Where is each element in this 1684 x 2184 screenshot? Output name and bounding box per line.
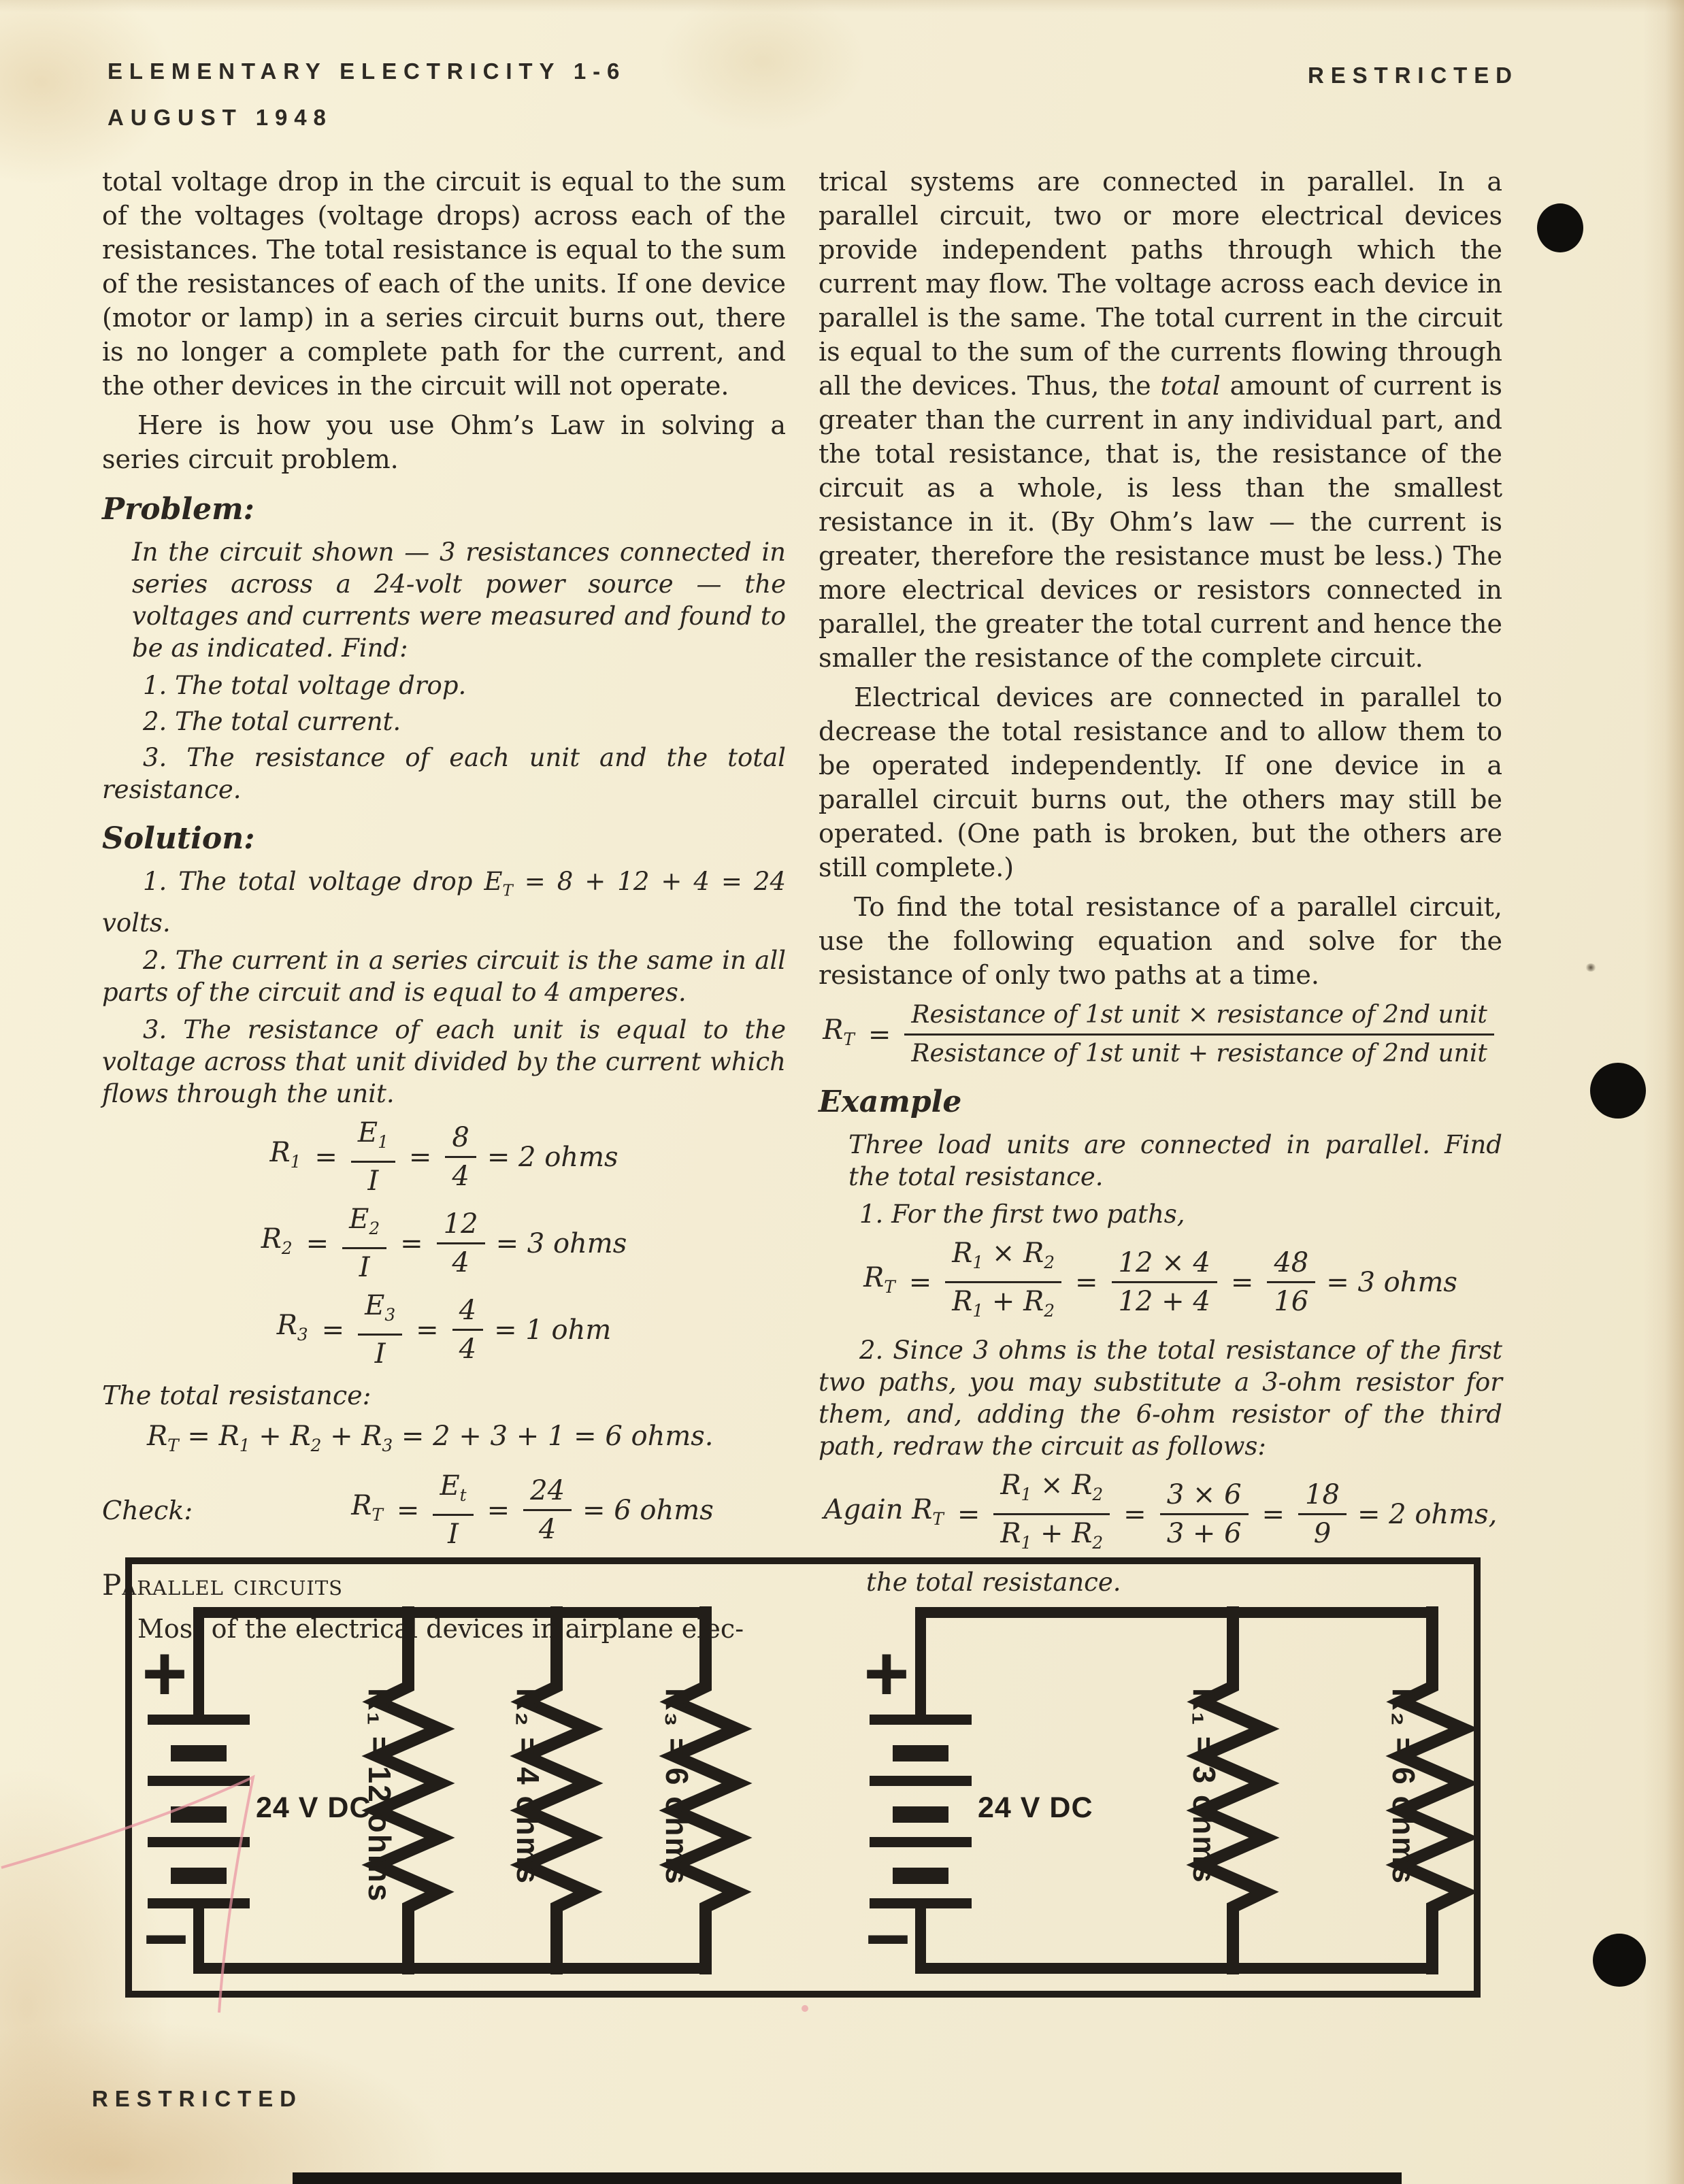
fraction-denominator: I: [448, 1519, 459, 1551]
fraction-numerator: $R_1 \times R_2$: [945, 1238, 1061, 1283]
fraction: [445, 1123, 476, 1191]
equals-sign: =: [957, 1498, 980, 1530]
fraction-denominator: 4: [452, 1161, 469, 1193]
right-text-column: [819, 165, 1502, 1604]
equals-sign: =: [1261, 1498, 1285, 1530]
equation-lhs: $R_T$: [823, 1014, 855, 1049]
equals-sign: =: [396, 1494, 420, 1526]
fraction-numerator: 18: [1298, 1480, 1347, 1515]
equation-first-two-paths: [819, 1238, 1502, 1326]
equation-r2: [102, 1204, 786, 1283]
fraction-numerator: $E_1$: [351, 1118, 395, 1163]
equals-sign: =: [400, 1227, 423, 1259]
problem-item: 1. The total voltage drop.: [143, 671, 467, 700]
equation-result: = 2 ohms,: [1357, 1498, 1498, 1530]
fraction-numerator: 12 × 4: [1112, 1248, 1217, 1283]
document-title: ELEMENTARY ELECTRICITY 1-6: [108, 59, 627, 84]
equation-lhs: $R_2$: [261, 1223, 293, 1258]
equals-sign: =: [868, 1019, 891, 1050]
equation-r1: [102, 1118, 786, 1196]
circuit1-battery: [148, 1715, 250, 1908]
equals-sign: =: [486, 1494, 510, 1526]
solution-step: 1. The total voltage drop $E_T = 8 + 12 + 4 = 24$ volts.: [102, 867, 786, 938]
fraction: [993, 1470, 1110, 1558]
fraction-denominator: 4: [452, 1247, 469, 1279]
problem-item: 2. The total current.: [143, 707, 401, 736]
circuit2-r2-label: R₂ = 6 ohms: [1386, 1688, 1421, 1885]
equals-sign: =: [1075, 1266, 1098, 1298]
fraction-numerator: 4: [452, 1295, 483, 1331]
circuit1-r1-label: R₁ = 12 ohms: [362, 1688, 397, 1903]
fraction: [1112, 1248, 1217, 1317]
circuit2-plus-sign: +: [863, 1630, 910, 1717]
equation-redrawn-circuit: [819, 1470, 1502, 1558]
equation-lhs: Again $R_T$: [823, 1493, 944, 1529]
problem-intro: In the circuit shown — 3 resistances connected in series across a 24-volt power source — the voltages and currents were measured and found to be as indicated. Find:: [132, 537, 786, 663]
fraction-denominator: I: [359, 1252, 370, 1284]
circuit2-battery: [870, 1715, 972, 1908]
equals-sign: =: [306, 1227, 329, 1259]
punch-hole: [1537, 203, 1583, 252]
circuit1-plus-sign: +: [142, 1630, 188, 1717]
fraction-denominator: 16: [1274, 1286, 1309, 1317]
equation-result: = 6 ohms: [582, 1494, 714, 1526]
fraction-numerator: $E_t$: [433, 1471, 473, 1516]
fraction-denominator: $R_1 + R_2$: [1000, 1518, 1104, 1553]
fraction-numerator: $E_3$: [358, 1291, 402, 1336]
fraction: [904, 1000, 1493, 1069]
document-date: AUGUST 1948: [108, 105, 333, 130]
equals-sign: =: [314, 1141, 337, 1173]
paragraph: Here is how you use Ohm’s Law in solving a series circuit problem.: [102, 410, 786, 474]
example-intro: Three load units are connected in parallel. Find the total resistance.: [848, 1130, 1502, 1191]
fraction-denominator: $R_1 + R_2$: [952, 1286, 1055, 1321]
paragraph: Electrical devices are connected in parallel to decrease the total resistance and to allow them to be operated independently. If one device in a parallel circuit burns out, the others may still be operated. (One path is broken, but the others are still complete.): [819, 682, 1502, 882]
fraction: [452, 1295, 483, 1364]
equals-sign: =: [408, 1141, 432, 1173]
fraction-denominator: I: [374, 1338, 386, 1370]
circuit-diagram-figure: [125, 1557, 1481, 1998]
fraction-numerator: Resistance of 1st unit × resistance of 2nd unit: [904, 1000, 1493, 1036]
header-left: [108, 59, 626, 131]
fraction: [523, 1476, 572, 1544]
fraction: [433, 1471, 473, 1549]
fraction: [358, 1291, 402, 1369]
fraction-numerator: 48: [1267, 1248, 1315, 1283]
fraction-numerator: 12: [437, 1209, 485, 1244]
punch-hole: [1590, 1063, 1646, 1119]
equation-parallel-rule: [819, 1000, 1502, 1069]
solution-step: 2. The current in a series circuit is the same in all parts of the circuit and is equal to 4 amperes.: [102, 946, 786, 1008]
circuit1-r3-label: R₃ = 6 ohms: [659, 1688, 695, 1885]
example-heading: Example: [819, 1085, 962, 1119]
fraction: [945, 1238, 1061, 1326]
example-step: 2. Since 3 ohms is the total resistance of the first two paths, you may substitute a 3-ohm resistor for them, and, adding the 6-ohm resistor of the third path, redraw the circuit as follows:: [819, 1336, 1502, 1461]
fraction-denominator: 4: [459, 1334, 477, 1366]
equals-sign: =: [908, 1266, 932, 1298]
parallel-circuits-diagram: [132, 1564, 1474, 1991]
example-step: 1. For the first two paths,: [859, 1199, 1185, 1229]
fraction-numerator: 3 × 6: [1160, 1480, 1249, 1515]
fraction-denominator: 9: [1313, 1518, 1332, 1549]
equation-result: = 3 ohms: [1326, 1266, 1457, 1298]
fraction-numerator: $R_1 \times R_2$: [993, 1470, 1110, 1515]
fraction-denominator: 4: [538, 1514, 557, 1546]
equation-result: = 2 ohms: [486, 1141, 618, 1173]
fraction: [1160, 1480, 1249, 1549]
equation-result: = 1 ohm: [494, 1314, 612, 1346]
equals-sign: =: [416, 1314, 439, 1346]
equation-lhs: $R_1$: [269, 1136, 301, 1172]
left-text-column: [102, 165, 786, 1651]
equals-sign: =: [321, 1314, 345, 1346]
equation-lhs: $R_T$: [863, 1261, 895, 1297]
equation-r3: [102, 1291, 786, 1369]
equals-sign: =: [1123, 1498, 1146, 1530]
circuit2-minus-sign: −: [865, 1896, 911, 1983]
fraction: [1267, 1248, 1315, 1317]
check-row: [102, 1471, 786, 1549]
total-resistance-label: The total resistance:: [102, 1380, 372, 1411]
paragraph: total voltage drop in the circuit is equal to the sum of the voltages (voltage drops) across each of the resistances. The total resistance is equal to the sum of the resistances of each of the units. If one device (motor or lamp) in a series circuit burns out, there is no longer a complete path for the current, and the other devices in the circuit will not operate.: [102, 167, 786, 401]
circuit1-battery-label: 24 V DC: [256, 1791, 372, 1824]
problem-item: 3. The resistance of each unit and the total resistance.: [102, 743, 786, 804]
circuit2-r1-label: R₁ = 3 ohms: [1187, 1688, 1222, 1884]
fraction-numerator: $E_2$: [342, 1204, 386, 1249]
fraction-denominator: Resistance of 1st unit + resistance of 2nd unit: [911, 1040, 1487, 1068]
fraction: [342, 1204, 386, 1283]
scan-edge-bar: [293, 2172, 1402, 2184]
fraction-denominator: 12 + 4: [1118, 1286, 1210, 1317]
equation-total: $R_T = R_1 + R_2 + R_3 = 2 + 3 + 1 = 6$ ohms.: [147, 1421, 714, 1456]
paragraph: Most of the electrical devices in airplane elec-: [137, 1614, 744, 1644]
solution-heading: Solution:: [102, 821, 255, 856]
classification-stamp-bottom: RESTRICTED: [92, 2086, 303, 2111]
paragraph: trical systems are connected in parallel. In a parallel circuit, two or more electrical devices provide independent paths through which the current may flow. The voltage across each device in parallel is the same. The total current in the circuit is equal to the sum of the currents flowing through all the devices. Thus, the total amount of current is greater than the current in any individual part, and the total resistance, that is, the resistance of the circuit as a whole, is less than the smallest resistance in it. (By Ohm’s law — the current is greater, therefore the resistance must be less.) The more electrical devices or resistors connected in parallel, the greater the total current and hence the smaller the resistance of the complete circuit.: [819, 167, 1503, 673]
fraction: [1298, 1480, 1347, 1549]
problem-heading: Problem:: [102, 492, 254, 527]
paper-speck: [1585, 963, 1596, 972]
circuit1-minus-sign: −: [143, 1896, 189, 1983]
equation-lhs: $R_T$: [351, 1489, 383, 1525]
fraction: [437, 1209, 485, 1278]
paragraph: To find the total resistance of a parallel circuit, use the following equation and solve for the resistance of only two paths at a time.: [819, 892, 1502, 990]
example-outro: the total resistance.: [866, 1568, 1121, 1597]
fraction-denominator: 3 + 6: [1166, 1518, 1242, 1549]
equation-lhs: $R_3$: [276, 1309, 308, 1344]
fraction: [351, 1118, 395, 1196]
equation-check: [351, 1471, 713, 1549]
check-label: Check:: [102, 1495, 193, 1525]
circuit2-battery-label: 24 V DC: [978, 1791, 1093, 1824]
equation-result: = 3 ohms: [495, 1227, 627, 1259]
classification-stamp-top: RESTRICTED: [1308, 63, 1519, 88]
parallel-circuits-heading: Parallel circuits: [102, 1568, 344, 1602]
equals-sign: =: [1230, 1266, 1254, 1298]
fraction-numerator: 24: [523, 1476, 572, 1511]
fraction-numerator: 8: [445, 1123, 476, 1158]
fraction-denominator: I: [367, 1165, 379, 1197]
circuit1-r2-label: R₂ = 4 ohms: [510, 1688, 546, 1885]
solution-step: 3. The resistance of each unit is equal to the voltage across that unit divided by the current which flows through the unit.: [102, 1015, 786, 1109]
punch-hole: [1593, 1934, 1646, 1987]
